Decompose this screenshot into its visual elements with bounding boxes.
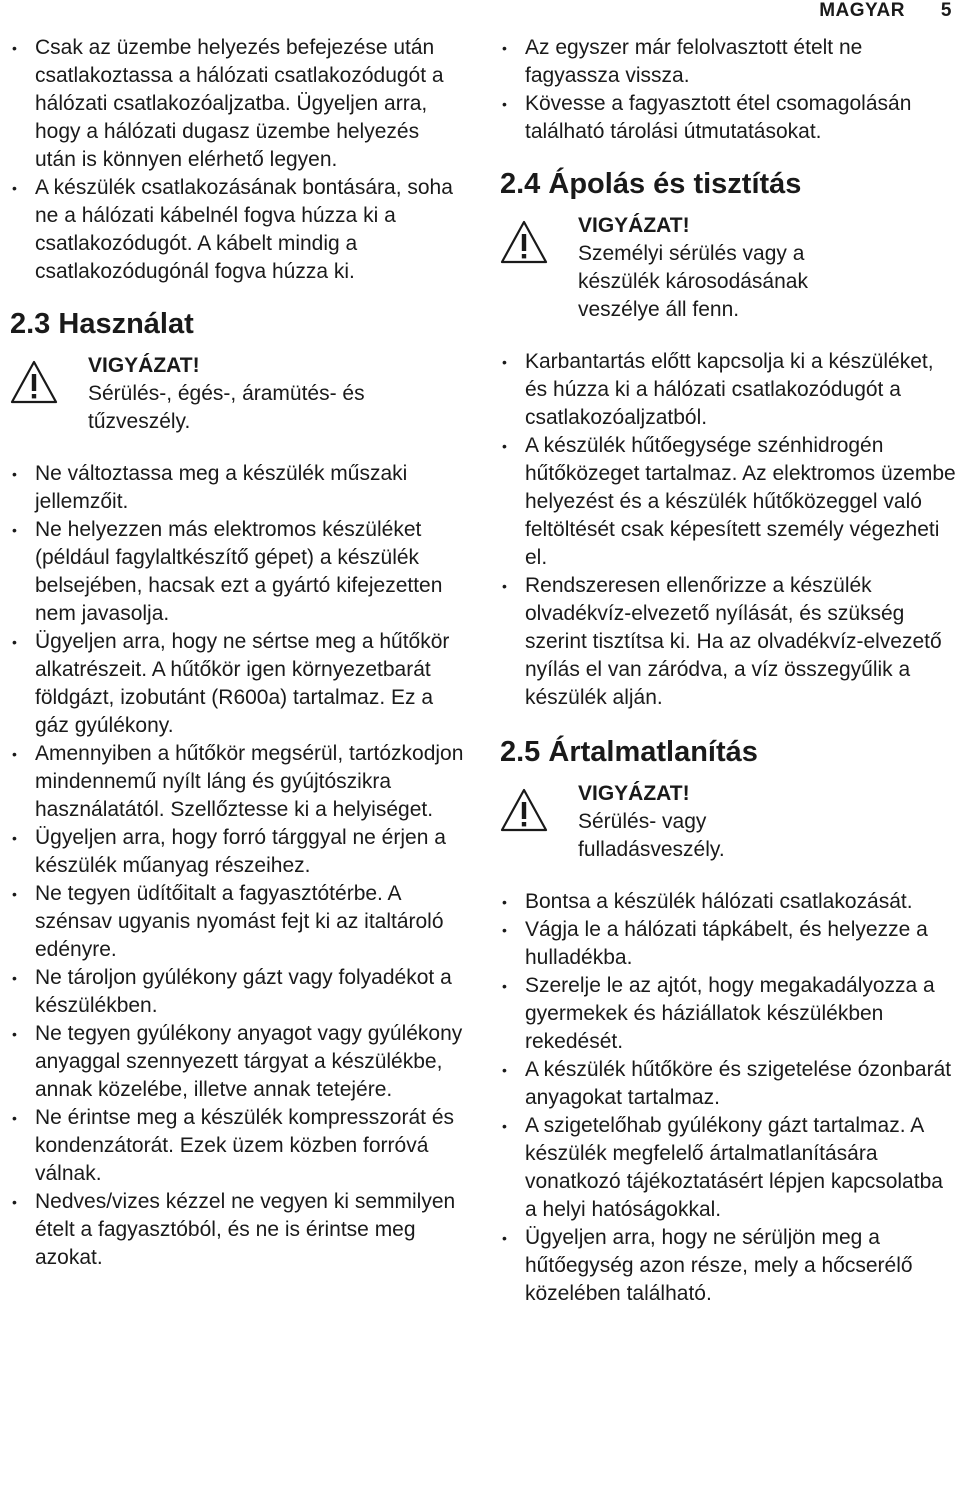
section-title: Használat: [58, 308, 194, 340]
list-item: • Ügyeljen arra, hogy ne sértse meg a hűtőkör alkatrészeit. A hűtőkör igen környezetbarát földgázt, izobutánt (R600a) tartalmaz. Ez a gáz gyúlékony.: [10, 628, 465, 740]
list-item: • Ügyeljen arra, hogy forró tárggyal ne érjen a készülék műanyag részeihez.: [10, 824, 465, 880]
section-heading-2-5: [500, 734, 958, 770]
list-item: • A szigetelőhab gyúlékony gázt tartalmaz. A készülék megfelelő ártalmatlanítására vonatkozó tájékoztatásért lépjen kapcsolatba a helyi hatóságokkal.: [500, 1112, 958, 1224]
warning-triangle-icon: [10, 360, 58, 404]
section-heading-2-3: [10, 306, 465, 342]
list-item: • A készülék hűtőköre és szigetelése ózonbarát anyagokat tartalmaz.: [500, 1056, 958, 1112]
right-intro-list: [500, 34, 958, 146]
list-item: • Vágja le a hálózati tápkábelt, és helyezze a hulladékba.: [500, 916, 958, 972]
right-column: [500, 34, 958, 1308]
warning-text: Sérülés- vagy fulladásveszély.: [578, 810, 725, 861]
section-number: 2.4: [500, 168, 541, 200]
left-intro-list: [10, 34, 465, 286]
care-list: [500, 348, 958, 712]
list-item: • A készülék hűtőegysége szénhidrogén hűtőközeget tartalmaz. Az elektromos üzembe helyezést és a készülék hűtőközeggel való feltöltését csak képesített személy végezheti el.: [500, 432, 958, 572]
list-item: • Nedves/vizes kézzel ne vegyen ki semmilyen ételt a fagyasztóból, és ne is érintse meg azokat.: [10, 1188, 465, 1272]
warning-box: [500, 212, 958, 324]
page-number: 5: [940, 0, 952, 21]
list-item: • Ne helyezzen más elektromos készüléket (például fagylaltkészítő gépet) a készülék belsejében, hacsak ezt a gyártó kifejezetten nem javasolja.: [10, 516, 465, 628]
section-heading-2-4: [500, 166, 958, 202]
list-item: • Szerelje le az ajtót, hogy megakadályozza a gyermekek és háziállatok készülékben rekedését.: [500, 972, 958, 1056]
list-item: • Ne tároljon gyúlékony gázt vagy folyadékot a készülékben.: [10, 964, 465, 1020]
section-number: 2.3: [10, 308, 51, 340]
warning-box: [500, 780, 958, 864]
warning-box: [10, 352, 465, 436]
page-header: [819, 0, 952, 20]
usage-list: [10, 460, 465, 1272]
section-number: 2.5: [500, 736, 541, 768]
section-title: Ápolás és tisztítás: [548, 168, 802, 200]
list-item: • Bontsa a készülék hálózati csatlakozását.: [500, 888, 958, 916]
disposal-list: [500, 888, 958, 1308]
list-item: • Ne tegyen gyúlékony anyagot vagy gyúlékony anyaggal szennyezett tárgyat a készülékbe, annak közelébe, illetve annak tetejére.: [10, 1020, 465, 1104]
list-item: • A készülék csatlakozásának bontására, soha ne a hálózati kábelnél fogva húzza ki a csatlakozódugót. A kábelt mindig a csatlakozódugónál fogva húzza ki.: [10, 174, 465, 286]
list-item: • Kövesse a fagyasztott étel csomagolásán található tárolási útmutatásokat.: [500, 90, 958, 146]
warning-heading: VIGYÁZAT!: [88, 354, 200, 377]
warning-text: Sérülés-, égés-, áramütés- és tűzveszély.: [88, 382, 365, 433]
section-title: Ártalmatlanítás: [548, 736, 758, 768]
list-item: • Ne érintse meg a készülék kompresszorát és kondenzátorát. Ezek üzem közben forróvá válnak.: [10, 1104, 465, 1188]
list-item: • Amennyiben a hűtőkör megsérül, tartózkodjon mindennemű nyílt láng és gyújtószikra használatától. Szellőztesse ki a helyiséget.: [10, 740, 465, 824]
list-item: • Ne tegyen üdítőitalt a fagyasztótérbe. A szénsav ugyanis nyomást fejt ki az italtároló edényre.: [10, 880, 465, 964]
list-item: • Ne változtassa meg a készülék műszaki jellemzőit.: [10, 460, 465, 516]
list-item: • Csak az üzembe helyezés befejezése után csatlakoztassa a hálózati csatlakozódugót a hálózati csatlakozóaljzatba. Ügyeljen arra, hogy a hálózati dugasz üzembe helyezés után is könnyen elérhető legyen.: [10, 34, 465, 174]
header-language: MAGYAR: [819, 0, 905, 21]
list-item: • Karbantartás előtt kapcsolja ki a készüléket, és húzza ki a hálózati csatlakozódugót a csatlakozóaljzatból.: [500, 348, 958, 432]
warning-triangle-icon: [500, 788, 548, 832]
list-item: • Ügyeljen arra, hogy ne sérüljön meg a hűtőegység azon része, mely a hőcserélő közelében található.: [500, 1224, 958, 1308]
warning-heading: VIGYÁZAT!: [578, 214, 690, 237]
warning-heading: VIGYÁZAT!: [578, 782, 690, 805]
warning-text: Személyi sérülés vagy a készülék károsodásának veszélye áll fenn.: [578, 242, 808, 321]
left-column: [10, 34, 465, 1272]
list-item: • Az egyszer már felolvasztott ételt ne fagyassza vissza.: [500, 34, 958, 90]
list-item: • Rendszeresen ellenőrizze a készülék olvadékvíz-elvezető nyílását, és szükség szerint tisztítsa ki. Ha az olvadékvíz-elvezető nyílás el van záródva, a víz összegyűlik a készülék alján.: [500, 572, 958, 712]
warning-triangle-icon: [500, 220, 548, 264]
